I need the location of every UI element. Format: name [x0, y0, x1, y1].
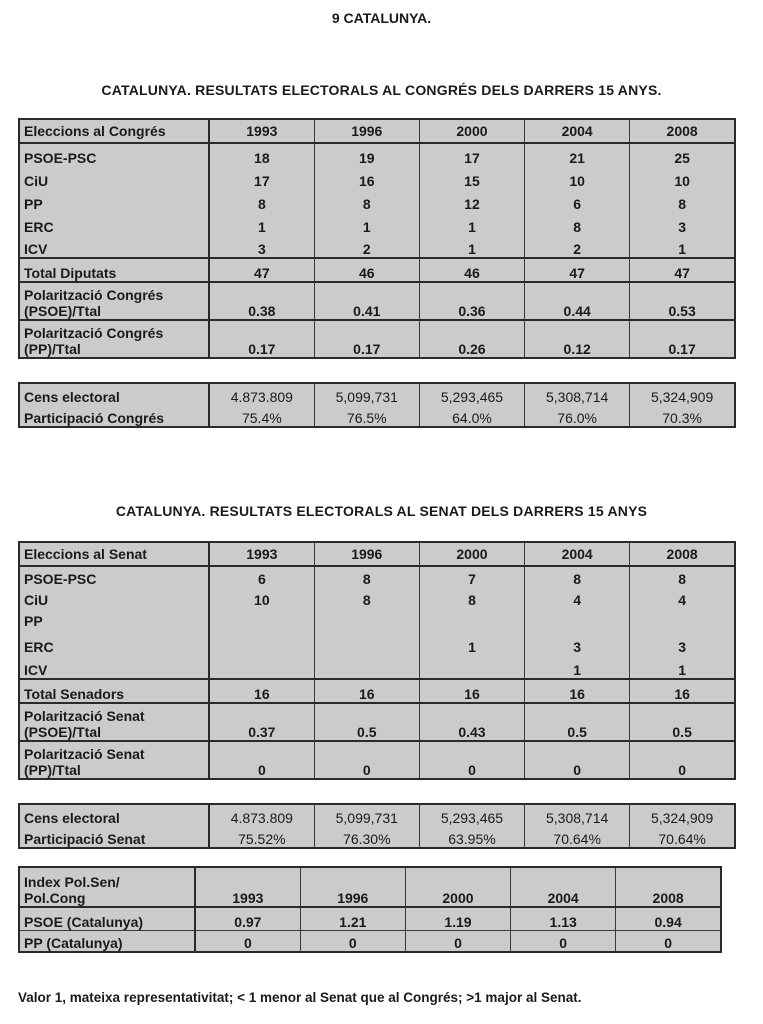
index-cell: 0: [405, 930, 510, 952]
seat-cell: 4: [525, 587, 630, 608]
table-row: [19, 212, 735, 235]
seat-cell: 1: [209, 212, 314, 235]
table-row: [19, 235, 735, 258]
participation-cell: 75.52%: [209, 826, 314, 848]
party-label: ERC: [19, 212, 209, 235]
table-row: [19, 608, 735, 629]
seat-cell: 8: [630, 566, 735, 587]
participation-row: [19, 405, 735, 427]
label-line: (PP)/Ttal: [24, 762, 81, 778]
table-header-row: [19, 119, 735, 143]
participation-cell: 75.4%: [209, 405, 314, 427]
polarization-pp-row: [19, 741, 735, 779]
polarization-cell: 0.43: [419, 703, 524, 741]
census-cell: 5,324,909: [630, 383, 735, 405]
participation-cell: 70.64%: [630, 826, 735, 848]
seat-cell: 1: [419, 212, 524, 235]
congres-census-table: [18, 382, 736, 428]
page-title: 9 CATALUNYA.: [331, 10, 432, 26]
polarization-pp-row: [19, 320, 735, 358]
seat-cell: [209, 608, 314, 629]
seat-cell: 3: [630, 629, 735, 655]
seat-cell: [314, 629, 419, 655]
table-row: [19, 587, 735, 608]
participation-cell: 64.0%: [419, 405, 524, 427]
total-row: [19, 258, 735, 282]
polarization-cell: 0: [209, 741, 314, 779]
polarization-label: [19, 741, 209, 779]
total-row: [19, 679, 735, 703]
party-label: PP: [19, 608, 209, 629]
total-cell: 47: [630, 258, 735, 282]
seat-cell: 10: [630, 166, 735, 189]
participation-cell: 70.3%: [630, 405, 735, 427]
polarization-cell: 0.44: [525, 282, 630, 320]
seat-cell: 12: [419, 189, 524, 212]
seat-cell: 3: [209, 235, 314, 258]
polarization-cell: 0.5: [525, 703, 630, 741]
label-line: (PSOE)/Ttal: [24, 303, 102, 319]
participation-cell: 70.64%: [525, 826, 630, 848]
header-cell: 1996: [314, 542, 419, 566]
header-cell: Eleccions al Senat: [19, 542, 209, 566]
seat-cell: 4: [630, 587, 735, 608]
participation-cell: 76.5%: [314, 405, 419, 427]
census-cell: 4.873.809: [209, 383, 314, 405]
polarization-label: [19, 703, 209, 741]
index-party-label: PSOE (Catalunya): [19, 907, 195, 930]
seat-cell: 1: [419, 629, 524, 655]
seat-cell: 8: [525, 212, 630, 235]
seat-cell: 3: [525, 629, 630, 655]
index-cell: 0: [616, 930, 721, 952]
header-cell: 2000: [419, 542, 524, 566]
polarization-psoe-row: [19, 703, 735, 741]
census-cell: 5,293,465: [419, 383, 524, 405]
total-label: Total Diputats: [19, 258, 209, 282]
header-cell: 2000: [405, 867, 510, 907]
polarization-cell: 0.17: [209, 320, 314, 358]
table-row: [19, 655, 735, 679]
census-cell: 5,099,731: [314, 804, 419, 826]
polarization-cell: 0.5: [314, 703, 419, 741]
total-cell: 16: [419, 679, 524, 703]
total-cell: 46: [419, 258, 524, 282]
census-cell: 5,324,909: [630, 804, 735, 826]
census-cell: 4.873.809: [209, 804, 314, 826]
total-cell: 16: [630, 679, 735, 703]
label-line: Polarització Senat: [24, 746, 145, 762]
label-line: Pol.Cong: [24, 890, 86, 906]
party-label: CiU: [19, 587, 209, 608]
footnote: Valor 1, mateixa representativitat; < 1 menor al Senat que al Congrés; >1 major al Senat.: [18, 990, 582, 1005]
party-label: ICV: [19, 655, 209, 679]
index-cell: 0: [511, 930, 616, 952]
table-row: [19, 930, 721, 952]
total-cell: 16: [209, 679, 314, 703]
seat-cell: 25: [630, 143, 735, 166]
header-cell: 1996: [314, 119, 419, 143]
polarization-cell: 0: [525, 741, 630, 779]
polarization-cell: 0.37: [209, 703, 314, 741]
seat-cell: 2: [314, 235, 419, 258]
header-cell: 2008: [630, 119, 735, 143]
census-cell: 5,293,465: [419, 804, 524, 826]
total-cell: 47: [209, 258, 314, 282]
label-line: Polarització Congrés: [24, 325, 164, 341]
seat-cell: 3: [630, 212, 735, 235]
index-cell: 0.94: [616, 907, 721, 930]
seat-cell: 2: [525, 235, 630, 258]
party-label: CiU: [19, 166, 209, 189]
table-row: [19, 143, 735, 166]
label-line: Polarització Senat: [24, 708, 145, 724]
label-line: (PSOE)/Ttal: [24, 724, 102, 740]
header-cell: Eleccions al Congrés: [19, 119, 209, 143]
seat-cell: [525, 608, 630, 629]
seat-cell: 8: [209, 189, 314, 212]
polarization-label: [19, 282, 209, 320]
polarization-psoe-row: [19, 282, 735, 320]
participation-cell: 76.30%: [314, 826, 419, 848]
index-table: [18, 866, 722, 953]
index-cell: 1.21: [300, 907, 405, 930]
seat-cell: [314, 655, 419, 679]
seat-cell: 18: [209, 143, 314, 166]
index-label: [19, 867, 195, 907]
total-cell: 16: [525, 679, 630, 703]
census-cell: 5,308,714: [525, 383, 630, 405]
census-cell: 5,099,731: [314, 383, 419, 405]
congres-results-table: [18, 118, 736, 359]
index-party-label: PP (Catalunya): [19, 930, 195, 952]
label-line: Polarització Congrés: [24, 287, 164, 303]
header-cell: 2004: [525, 542, 630, 566]
census-row: [19, 804, 735, 826]
seat-cell: 10: [209, 587, 314, 608]
congres-title: CATALUNYA. RESULTATS ELECTORALS AL CONGRÉS DELS DARRERS 15 ANYS.: [101, 82, 662, 98]
header-cell: 2008: [616, 867, 721, 907]
seat-cell: 1: [314, 212, 419, 235]
header-cell: 2004: [525, 119, 630, 143]
table-row: [19, 629, 735, 655]
seat-cell: 16: [314, 166, 419, 189]
label-line: (PP)/Ttal: [24, 341, 81, 357]
seat-cell: 8: [314, 189, 419, 212]
census-label: Cens electoral: [19, 383, 209, 405]
seat-cell: 21: [525, 143, 630, 166]
header-cell: 1993: [209, 542, 314, 566]
participation-cell: 76.0%: [525, 405, 630, 427]
party-label: ERC: [19, 629, 209, 655]
label-line: Index Pol.Sen/: [24, 874, 120, 890]
seat-cell: 17: [209, 166, 314, 189]
seat-cell: 1: [630, 655, 735, 679]
total-cell: 46: [314, 258, 419, 282]
senat-census-table: [18, 803, 736, 849]
party-label: PP: [19, 189, 209, 212]
seat-cell: 15: [419, 166, 524, 189]
polarization-cell: 0.41: [314, 282, 419, 320]
table-row: [19, 566, 735, 587]
polarization-cell: 0.53: [630, 282, 735, 320]
seat-cell: [209, 629, 314, 655]
index-cell: 0: [195, 930, 300, 952]
party-label: ICV: [19, 235, 209, 258]
table-row: [19, 189, 735, 212]
participation-label: Participació Senat: [19, 826, 209, 848]
table-header-row: [19, 542, 735, 566]
participation-label: Participació Congrés: [19, 405, 209, 427]
polarization-cell: 0: [630, 741, 735, 779]
seat-cell: 8: [630, 189, 735, 212]
index-cell: 1.13: [511, 907, 616, 930]
senat-results-table: [18, 541, 736, 780]
header-cell: 1996: [300, 867, 405, 907]
polarization-cell: 0.5: [630, 703, 735, 741]
total-label: Total Senadors: [19, 679, 209, 703]
index-cell: 1.19: [405, 907, 510, 930]
seat-cell: 6: [209, 566, 314, 587]
seat-cell: 8: [525, 566, 630, 587]
census-cell: 5,308,714: [525, 804, 630, 826]
total-cell: 47: [525, 258, 630, 282]
index-cell: 0.97: [195, 907, 300, 930]
polarization-cell: 0: [314, 741, 419, 779]
seat-cell: 1: [630, 235, 735, 258]
table-row: [19, 907, 721, 930]
header-cell: 1993: [209, 119, 314, 143]
seat-cell: 6: [525, 189, 630, 212]
polarization-cell: 0.17: [314, 320, 419, 358]
table-header-row: [19, 867, 721, 907]
seat-cell: 8: [314, 587, 419, 608]
seat-cell: [419, 655, 524, 679]
census-label: Cens electoral: [19, 804, 209, 826]
seat-cell: [209, 655, 314, 679]
party-label: PSOE-PSC: [19, 566, 209, 587]
seat-cell: 7: [419, 566, 524, 587]
census-row: [19, 383, 735, 405]
polarization-cell: 0.36: [419, 282, 524, 320]
polarization-cell: 0.17: [630, 320, 735, 358]
seat-cell: 17: [419, 143, 524, 166]
header-cell: 2000: [419, 119, 524, 143]
seat-cell: 1: [419, 235, 524, 258]
index-cell: 0: [300, 930, 405, 952]
polarization-cell: 0.26: [419, 320, 524, 358]
total-cell: 16: [314, 679, 419, 703]
seat-cell: 8: [314, 566, 419, 587]
table-row: [19, 166, 735, 189]
header-cell: 2004: [511, 867, 616, 907]
seat-cell: 8: [419, 587, 524, 608]
seat-cell: 10: [525, 166, 630, 189]
party-label: PSOE-PSC: [19, 143, 209, 166]
seat-cell: 19: [314, 143, 419, 166]
participation-cell: 63.95%: [419, 826, 524, 848]
seat-cell: [630, 608, 735, 629]
polarization-label: [19, 320, 209, 358]
seat-cell: [314, 608, 419, 629]
participation-row: [19, 826, 735, 848]
seat-cell: [419, 608, 524, 629]
polarization-cell: 0.38: [209, 282, 314, 320]
seat-cell: 1: [525, 655, 630, 679]
header-cell: 2008: [630, 542, 735, 566]
header-cell: 1993: [195, 867, 300, 907]
polarization-cell: 0.12: [525, 320, 630, 358]
polarization-cell: 0: [419, 741, 524, 779]
senat-title: CATALUNYA. RESULTATS ELECTORALS AL SENAT DELS DARRERS 15 ANYS: [115, 503, 648, 519]
